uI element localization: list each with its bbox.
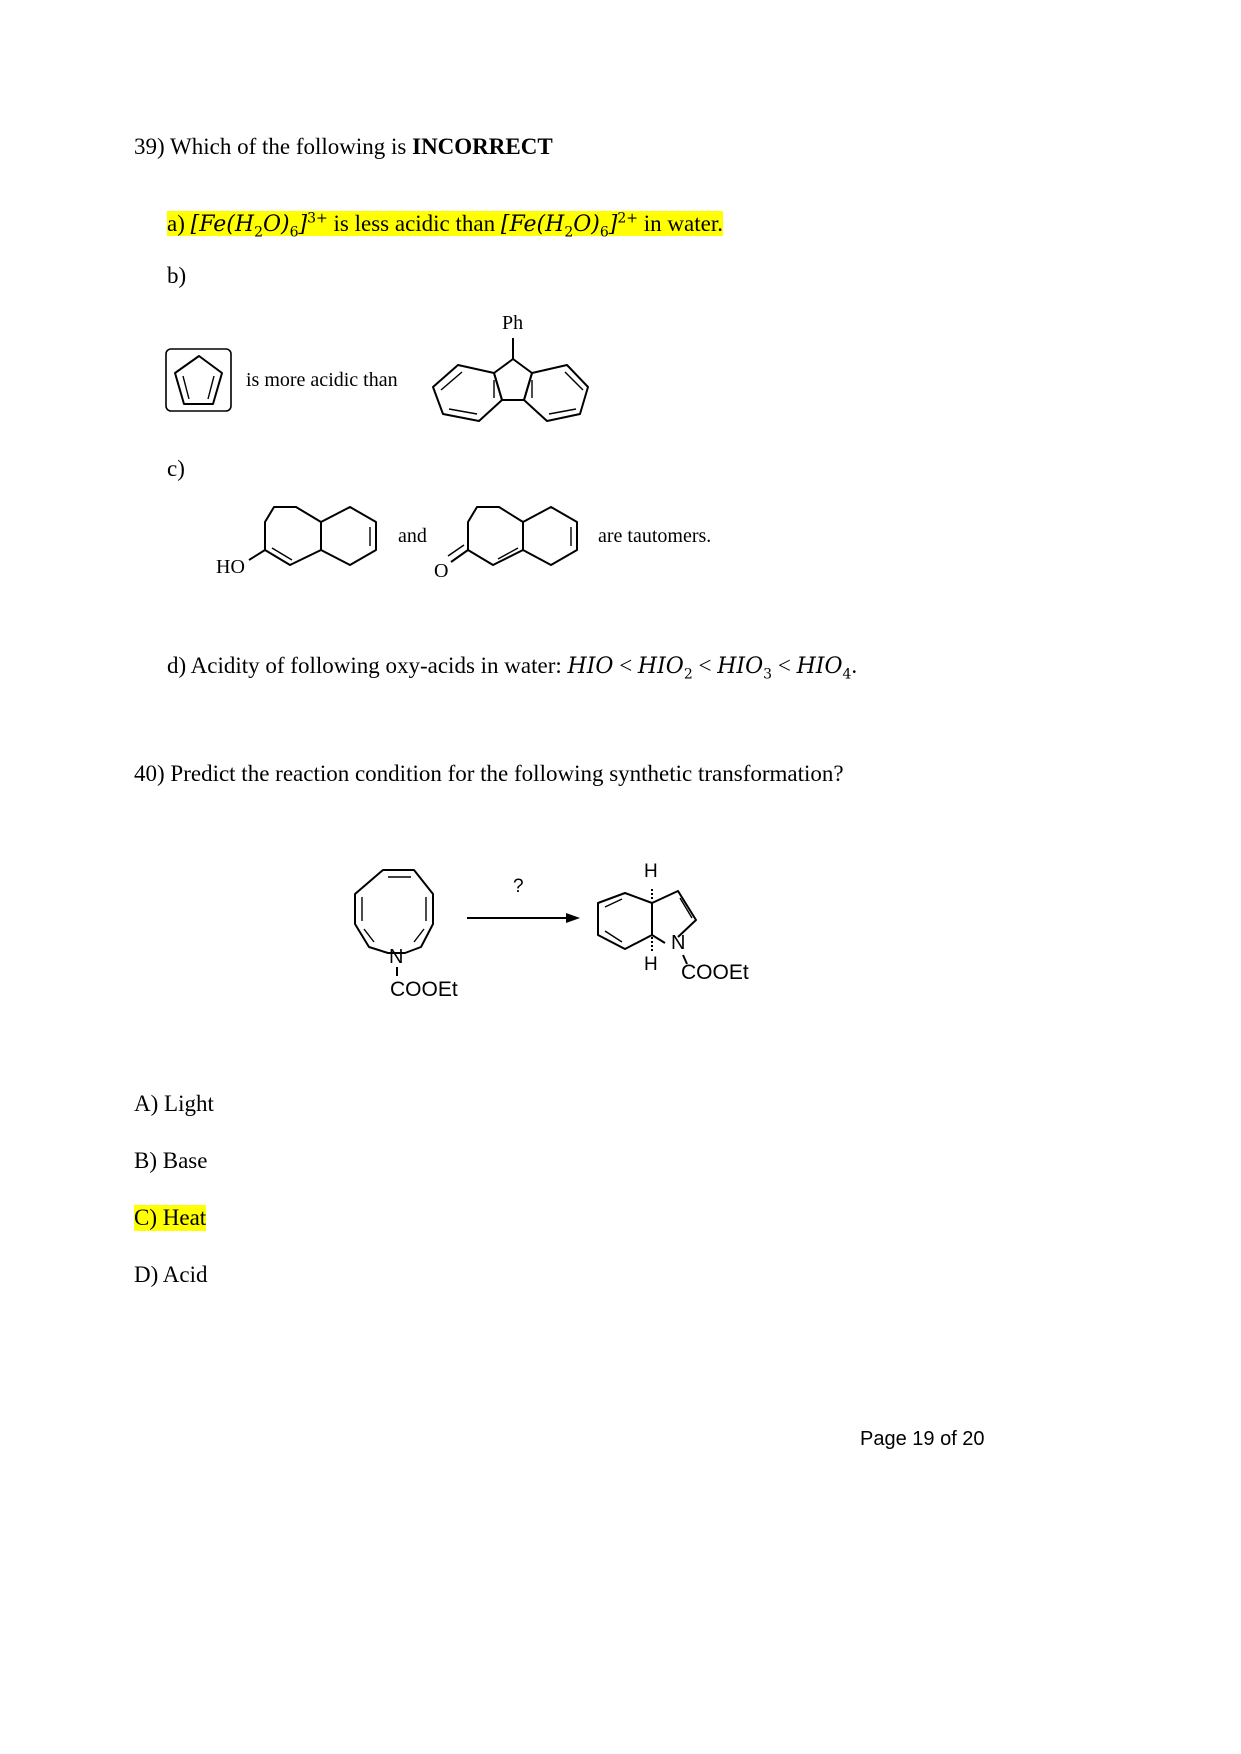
azonine-nitrogen-label: N bbox=[389, 946, 404, 968]
option-b-text: is more acidic than bbox=[246, 369, 398, 391]
bottom-hydrogen-label: H bbox=[644, 954, 658, 975]
option-d-acid: D) Acid bbox=[134, 1262, 208, 1287]
option-a-highlight: a) $[Fe(H_2O)_6]^{3+}$ is less acidic than $[Fe(H_2O)_6]^{2+}$ in water. bbox=[167, 211, 723, 241]
page-number: Page 19 of 20 bbox=[860, 1428, 985, 1450]
q39-option-d: d) Acidity of following oxy-acids in water: HIO < $HIO_2 < HIO_3 < HIO_4$. bbox=[167, 653, 858, 683]
and-text: and bbox=[398, 525, 427, 547]
q39-title: 39) Which of the following is INCORRECT bbox=[134, 134, 553, 159]
option-b-base: B) Base bbox=[134, 1148, 208, 1173]
oxygen-label: O bbox=[434, 560, 449, 582]
q39-option-c-label: c) bbox=[167, 456, 185, 481]
reaction-condition-unknown: ? bbox=[513, 876, 524, 897]
tautomer-text: are tautomers. bbox=[598, 525, 712, 547]
q40-title: 40) Predict the reaction condition for the following synthetic transformation? bbox=[134, 761, 844, 786]
azonine-ester-label: COOEt bbox=[390, 978, 458, 1001]
hydroxy-label: HO bbox=[216, 556, 245, 578]
indole-ester-label: COOEt bbox=[681, 961, 749, 984]
indole-nitrogen-label: N bbox=[671, 932, 686, 954]
option-c-heat: C) Heat bbox=[134, 1205, 207, 1230]
reaction-arrow bbox=[467, 913, 580, 923]
option-a-light: A) Light bbox=[134, 1091, 214, 1116]
top-hydrogen-label: H bbox=[644, 861, 658, 882]
phenyl-label: Ph bbox=[502, 312, 524, 334]
q39-option-b-label: b) bbox=[167, 263, 187, 288]
